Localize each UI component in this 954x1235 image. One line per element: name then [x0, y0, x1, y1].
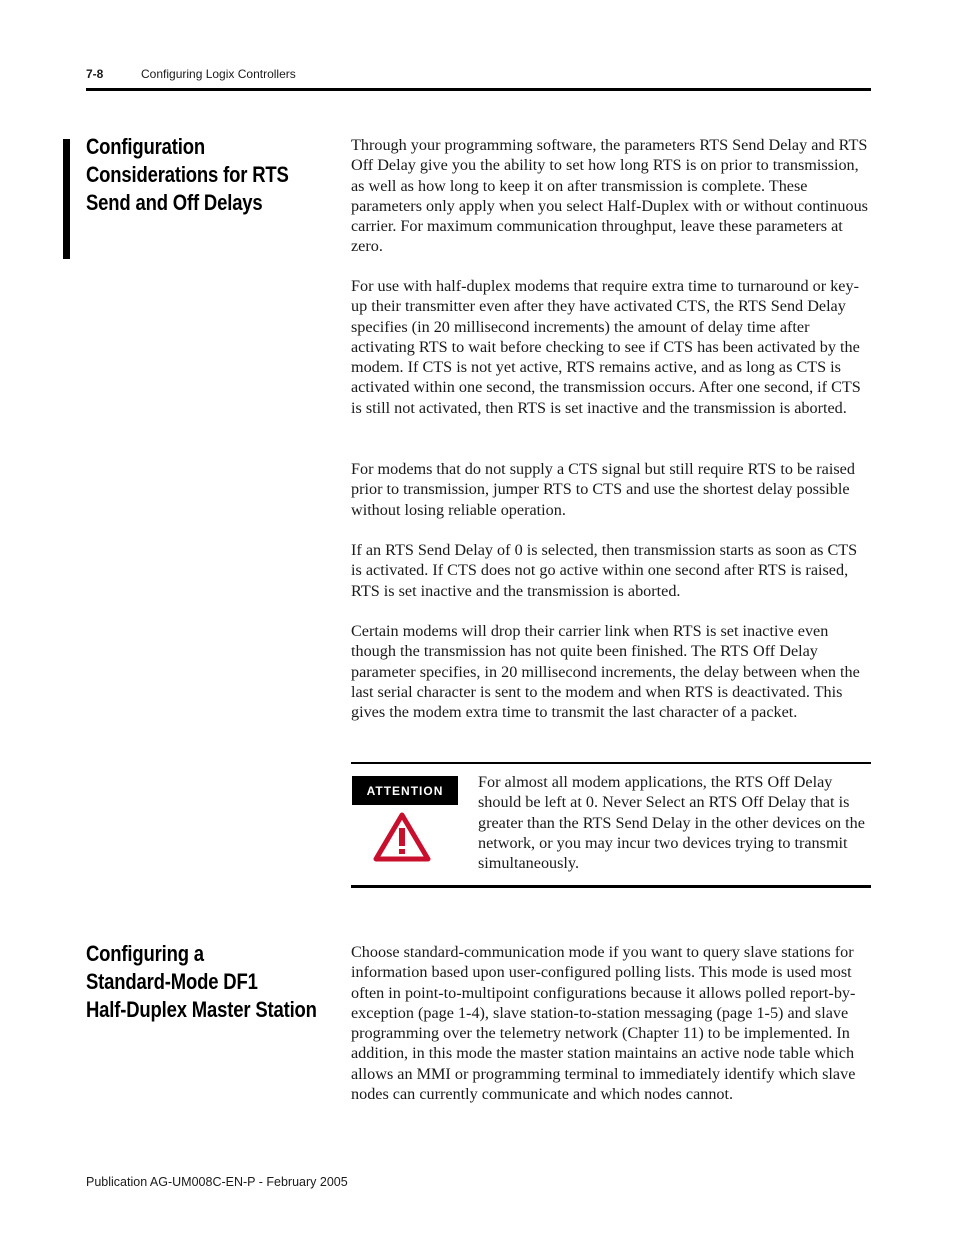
- attention-top-rule: [351, 762, 871, 764]
- body-paragraph: Through your programming software, the parameters RTS Send Delay and RTS Off Delay give you the ability to set how long RTS is on prior to transmission, as well as how long to keep it on after transmission is complete. These parameters only apply when you select Half-Duplex with or without continuous carrier. For maximum communication throughput, leave these parameters at zero.: [351, 136, 868, 256]
- attention-label: ATTENTION: [352, 776, 458, 805]
- warning-triangle-icon: [373, 812, 431, 862]
- heading-line: Half-Duplex Master Station: [86, 997, 317, 1022]
- body-paragraph: Certain modems will drop their carrier link when RTS is set inactive even though the transmission has not quite been finished. The RTS Off Delay parameter specifies, in 20 millisecond increments, the delay between when the last serial character is sent to the modem and when RTS is deactivated. This gives the modem extra time to transmit the last character of a packet.: [351, 622, 860, 722]
- heading-line: Considerations for RTS: [86, 162, 289, 187]
- change-bar: [63, 139, 70, 259]
- heading-line: Configuring a: [86, 941, 204, 966]
- body-paragraph: For use with half-duplex modems that require extra time to turnaround or key-up their transmitter even after they have activated CTS, the RTS Send Delay specifies (in 20 millisecond increments) the amount of delay time after activating RTS to wait before checking to see if CTS has been activated by the modem. If CTS is not yet active, RTS remains active, and as long as CTS is activated within one second, the transmission occurs. After one second, if CTS is still not activated, then RTS is set inactive and the transmission is aborted.: [351, 277, 861, 417]
- body-paragraph: Choose standard-communication mode if you want to query slave stations for information based upon user-configured polling lists. This mode is used most often in point-to-multipoint configurations because it allows polled report-by-exception (page 1-4), slave station-to-station messaging (page 1-5) and slave programming over the telemetry network (Chapter 11) to be implemented. In addition, in this mode the master station maintains an active node table which allows an MMI or programming terminal to immediately identify which slave nodes can currently communicate and which nodes cannot.: [351, 943, 856, 1104]
- heading-line: Standard-Mode DF1: [86, 969, 258, 994]
- body-paragraph: For modems that do not supply a CTS signal but still require RTS to be raised prior to transmission, jumper RTS to CTS and use the shortest delay possible without losing reliable operation.: [351, 460, 855, 519]
- running-title: Configuring Logix Controllers: [141, 67, 296, 81]
- attention-text: For almost all modem applications, the RTS Off Delay should be left at 0. Never Select an RTS Off Delay that is greater than the RTS Send Delay in the other devices on the network, or you may incur two devices trying to transmit simultaneously.: [478, 773, 865, 873]
- attention-bottom-rule: [351, 885, 871, 888]
- footer-publication: Publication AG-UM008C-EN-P - February 2005: [86, 1175, 348, 1189]
- section-heading-rts-delays: [86, 133, 330, 217]
- body-paragraph: If an RTS Send Delay of 0 is selected, then transmission starts as soon as CTS is activated. If CTS does not go active within one second after RTS is raised, RTS is set inactive and the transmission is aborted.: [351, 541, 858, 600]
- header-rule: [86, 88, 871, 91]
- heading-line: Configuration: [86, 134, 205, 159]
- section-heading-df1-master: [86, 940, 338, 1024]
- page-number: 7-8: [86, 67, 104, 81]
- heading-line: Send and Off Delays: [86, 190, 263, 215]
